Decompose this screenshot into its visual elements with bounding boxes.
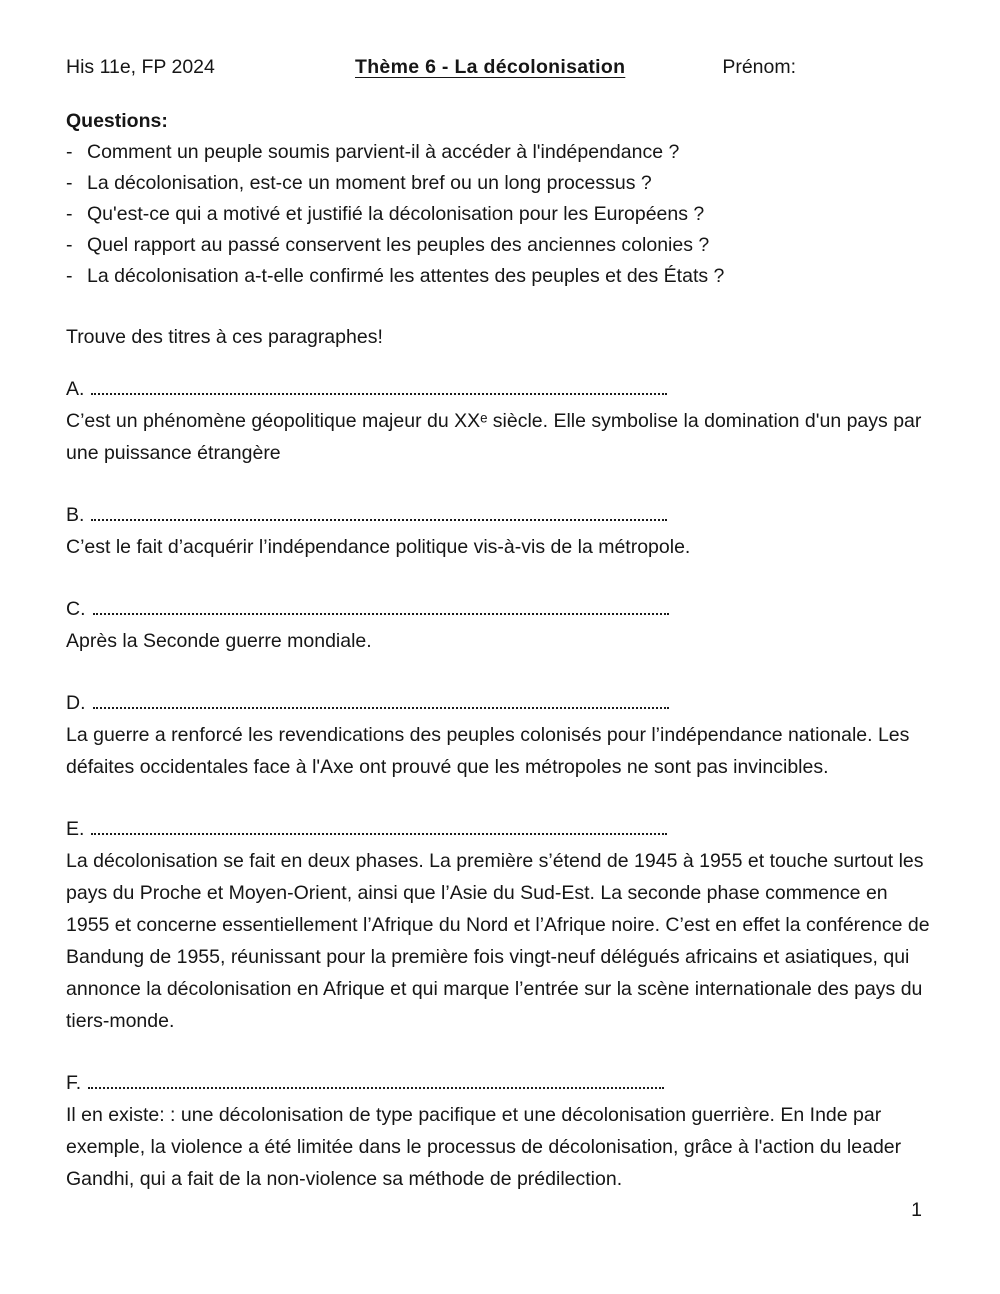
bullet-dash: - (66, 203, 73, 225)
exercise-instruction: Trouve des titres à ces paragraphes! (66, 326, 383, 348)
section-paragraph: Il en existe: : une décolonisation de type pacifique et une décolonisation guerrière. En Inde par exemple, la violence a été limitée dans le processus de décolonisation, grâce à l'action du leader Gandhi, qui a fait de la non-violence sa méthode de prédilection. (66, 1104, 902, 1190)
answer-line-b[interactable] (91, 515, 667, 521)
section-title-line (66, 499, 934, 531)
section-paragraph: C’est un phénomène géopolitique majeur du XXᵉ siècle. Elle symbolise la domination d'un pays par une puissance étrangère (66, 410, 922, 464)
section-c (66, 593, 934, 657)
question-item (66, 199, 934, 230)
questions-heading: Questions: (66, 110, 168, 132)
question-text: La décolonisation, est-ce un moment bref ou un long processus ? (87, 172, 652, 194)
question-text: Qu'est-ce qui a motivé et justifié la décolonisation pour les Européens ? (87, 203, 705, 225)
name-label: Prénom: (722, 56, 797, 78)
section-label: D. (66, 692, 86, 714)
bullet-dash: - (66, 141, 73, 163)
section-title-line (66, 373, 934, 405)
question-item (66, 261, 934, 292)
answer-line-c[interactable] (93, 609, 669, 615)
section-label: C. (66, 598, 86, 620)
answer-line-a[interactable] (91, 389, 667, 395)
section-paragraph: La décolonisation se fait en deux phases. La première s’étend de 1945 à 1955 et touche surtout les pays du Proche et Moyen-Orient, ainsi que l’Asie du Sud-Est. La seconde phase commence en 1955 et concerne essentiellement l’Afrique du Nord et l’Afrique noire. C’est en effet la conférence de Bandung de 1955, réunissant pour la première fois vingt-neuf délégués africains et asiatiques, qui annonce la décolonisation en Afrique et qui marque l’entrée sur la scène internationale des pays du tiers-monde. (66, 850, 930, 1032)
bullet-dash: - (66, 172, 73, 194)
bullet-dash: - (66, 265, 73, 287)
section-e (66, 813, 934, 1037)
section-paragraph: La guerre a renforcé les revendications des peuples colonisés pour l’indépendance nationale. Les défaites occidentales face à l'Axe ont prouvé que les métropoles ne sont pas invincibles. (66, 724, 910, 778)
question-text: La décolonisation a-t-elle confirmé les attentes des peuples et des États ? (87, 265, 725, 287)
section-f (66, 1067, 934, 1195)
section-d (66, 687, 934, 783)
document-title: Thème 6 - La décolonisation (355, 56, 626, 78)
page-header (66, 54, 934, 80)
answer-line-e[interactable] (91, 829, 667, 835)
section-title-line (66, 593, 934, 625)
section-label: E. (66, 818, 85, 840)
answer-line-d[interactable] (93, 703, 669, 709)
section-title-line (66, 687, 934, 719)
page-number: 1 (911, 1199, 922, 1221)
course-label: His 11e, FP 2024 (66, 56, 215, 78)
bullet-dash: - (66, 234, 73, 256)
section-title-line (66, 1067, 934, 1099)
section-label: F. (66, 1072, 82, 1094)
section-label: A. (66, 378, 85, 400)
question-item (66, 137, 934, 168)
questions-list (66, 137, 934, 292)
section-paragraph: Après la Seconde guerre mondiale. (66, 630, 372, 652)
question-item (66, 230, 934, 261)
question-item (66, 168, 934, 199)
section-paragraph: C’est le fait d’acquérir l’indépendance politique vis-à-vis de la métropole. (66, 536, 691, 558)
answer-line-f[interactable] (88, 1083, 664, 1089)
question-text: Comment un peuple soumis parvient-il à accéder à l'indépendance ? (87, 141, 680, 163)
section-label: B. (66, 504, 85, 526)
section-b (66, 499, 934, 563)
section-a (66, 373, 934, 469)
question-text: Quel rapport au passé conservent les peuples des anciennes colonies ? (87, 234, 710, 256)
section-title-line (66, 813, 934, 845)
